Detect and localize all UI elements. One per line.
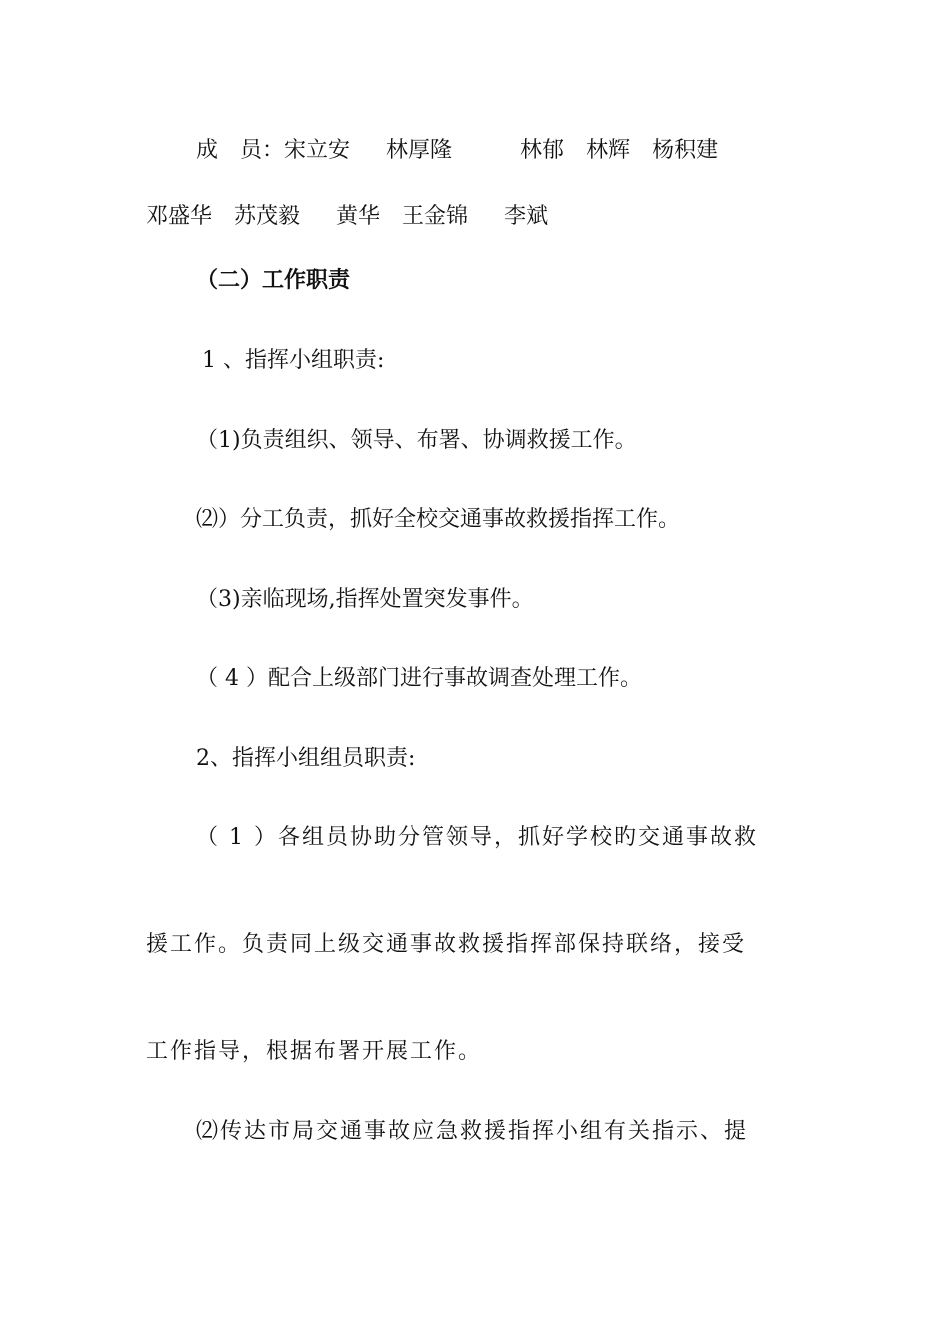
member-name: 李斌 (504, 204, 549, 229)
member-name: 王金锦 (402, 204, 469, 229)
duty-item: （ 4 ）配合上级部门进行事故调查处理工作。 (196, 666, 642, 691)
subsection-title: 1 、指挥小组职责: (202, 348, 385, 373)
member-name: 林辉 (586, 138, 631, 163)
member-name: 宋立安 (284, 138, 351, 163)
paragraph-line: （ 1 ）各组员协助分管领导，抓好学校旳交通事故救 (196, 825, 758, 850)
member-name: 林郁 (520, 138, 565, 163)
section-heading: （二）工作职责 (196, 268, 351, 293)
members-row-2 (146, 202, 548, 232)
members-row-1 (196, 136, 718, 166)
duty-item: ⑵）分工负责，抓好全校交通事故救援指挥工作。 (196, 507, 681, 532)
duty-item: （1)负责组织、领导、布署、协调救援工作。 (196, 428, 637, 453)
member-name: 黄华 (336, 204, 381, 229)
member-name: 邓盛华 (146, 204, 213, 229)
member-name: 苏茂毅 (234, 204, 301, 229)
paragraph-line: 援工作。负责同上级交通事故救援指挥部保持联络，接受 (146, 932, 747, 957)
paragraph-line: ⑵传达市局交通事故应急救援指挥小组有关指示、提 (196, 1119, 749, 1144)
duty-item: （3)亲临现场,指挥处置突发事件。 (196, 587, 534, 612)
paragraph-line: 工作指导，根据布署开展工作。 (146, 1039, 483, 1064)
member-name: 林厚隆 (386, 138, 453, 163)
subsection-title: 2、指挥小组组员职责: (196, 746, 416, 771)
members-label: 成 员： (196, 138, 285, 163)
member-name: 杨积建 (652, 138, 719, 163)
